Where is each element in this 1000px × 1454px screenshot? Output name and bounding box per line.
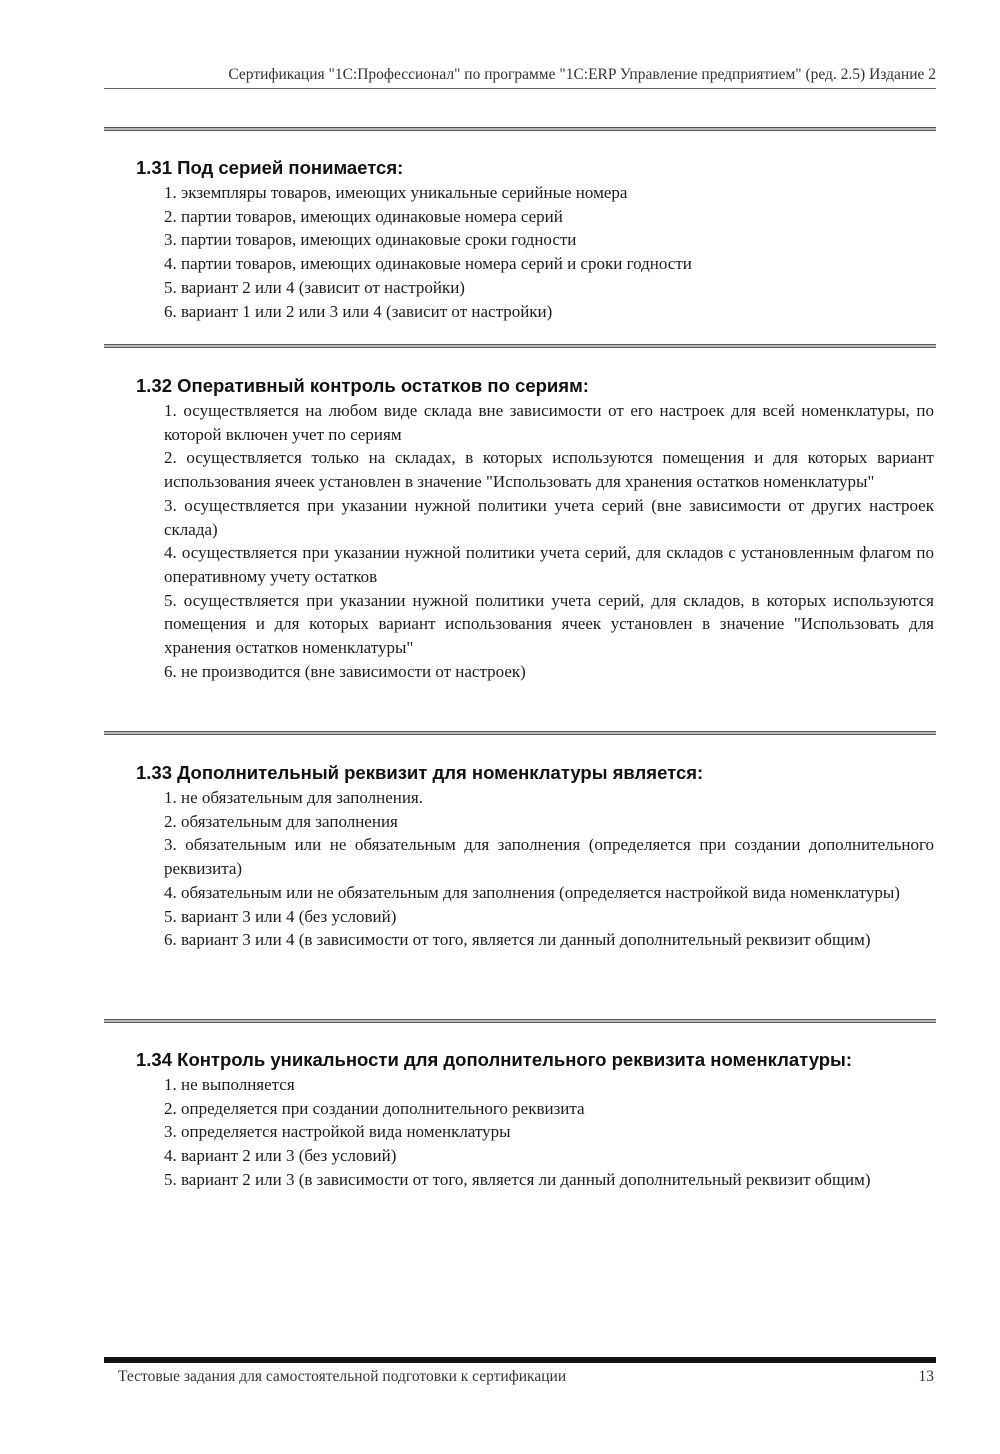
answer-list xyxy=(136,786,934,952)
answer-item: 5. вариант 2 или 4 (зависит от настройки) xyxy=(164,277,465,297)
answer-item: 4. осуществляется при указании нужной политики учета серий, для складов с установленным флагом по оперативному учету остатков xyxy=(164,543,934,586)
answer-item: 1. экземпляры товаров, имеющих уникальные серийные номера xyxy=(164,183,628,202)
separator-1 xyxy=(104,127,936,131)
question-title: 1.33 Дополнительный реквизит для номенклатуры является: xyxy=(136,762,704,783)
page-number: 13 xyxy=(918,1368,934,1385)
separator-4 xyxy=(104,1019,936,1023)
answer-item: 2. обязательным для заполнения xyxy=(164,811,398,831)
page-header: Сертификация "1С:Профессионал" по программе "1С:ERP Управление предприятием" (ред. 2.5) Издание 2 xyxy=(228,66,936,83)
question-1-33 xyxy=(136,761,934,952)
answer-item: 5. осуществляется при указании нужной политики учета серий, для складов, в которых используются помещения и для которых вариант использования ячеек установлен в значение "Использовать для хранения остатков номенклатуры" xyxy=(164,590,934,658)
answer-item: 1. не обязательным для заполнения. xyxy=(164,788,424,807)
question-1-32 xyxy=(136,374,934,683)
answer-item: 2. определяется при создании дополнительного реквизита xyxy=(164,1098,585,1118)
answer-item: 3. обязательным или не обязательным для заполнения (определяется при создании дополнительного реквизита) xyxy=(164,835,934,879)
answer-item: 4. вариант 2 или 3 (без условий) xyxy=(164,1146,397,1166)
answer-item: 6. вариант 1 или 2 или 3 или 4 (зависит от настройки) xyxy=(164,301,553,321)
answer-item: 2. партии товаров, имеющих одинаковые номера серий xyxy=(164,206,563,226)
answer-item: 3. партии товаров, имеющих одинаковые сроки годности xyxy=(164,230,577,250)
answer-list xyxy=(136,399,934,683)
answer-item: 1. осуществляется на любом виде склада вне зависимости от его настроек для всей номенклатуры, по которой включен учет по сериям xyxy=(164,401,934,444)
answer-item: 3. осуществляется при указании нужной политики учета серий (вне зависимости от других настроек склада) xyxy=(164,495,934,539)
question-title: 1.32 Оперативный контроль остатков по сериям: xyxy=(136,375,589,396)
answer-item: 2. осуществляется только на складах, в которых используются помещения и для которых вариант использования ячеек установлен в значение "Использовать для хранения остатков номенклатуры" xyxy=(164,448,934,492)
footer-rule xyxy=(104,1357,936,1363)
answer-item: 4. партии товаров, имеющих одинаковые номера серий и сроки годности xyxy=(164,254,692,274)
answer-item: 6. не производится (вне зависимости от настроек) xyxy=(164,661,526,681)
question-title: 1.31 Под серией понимается: xyxy=(136,157,404,178)
answer-item: 1. не выполняется xyxy=(164,1075,295,1094)
question-1-31 xyxy=(136,156,934,323)
separator-2 xyxy=(104,344,936,348)
answer-item: 3. определяется настройкой вида номенклатуры xyxy=(164,1122,511,1142)
answer-list xyxy=(136,1073,934,1192)
answer-list xyxy=(136,181,934,323)
answer-item: 5. вариант 3 или 4 (без условий) xyxy=(164,906,397,926)
question-1-34 xyxy=(136,1048,934,1192)
separator-3 xyxy=(104,731,936,735)
answer-item: 6. вариант 3 или 4 (в зависимости от того, является ли данный дополнительный реквизит общим) xyxy=(164,930,871,950)
header-rule xyxy=(104,88,936,89)
answer-item: 5. вариант 2 или 3 (в зависимости от того, является ли данный дополнительный реквизит общим) xyxy=(164,1169,871,1189)
answer-item: 4. обязательным или не обязательным для заполнения (определяется настройкой вида номенклатуры) xyxy=(164,882,900,902)
footer-text: Тестовые задания для самостоятельной подготовки к сертификации xyxy=(118,1368,567,1385)
question-title: 1.34 Контроль уникальности для дополнительного реквизита номенклатуры: xyxy=(136,1049,852,1070)
